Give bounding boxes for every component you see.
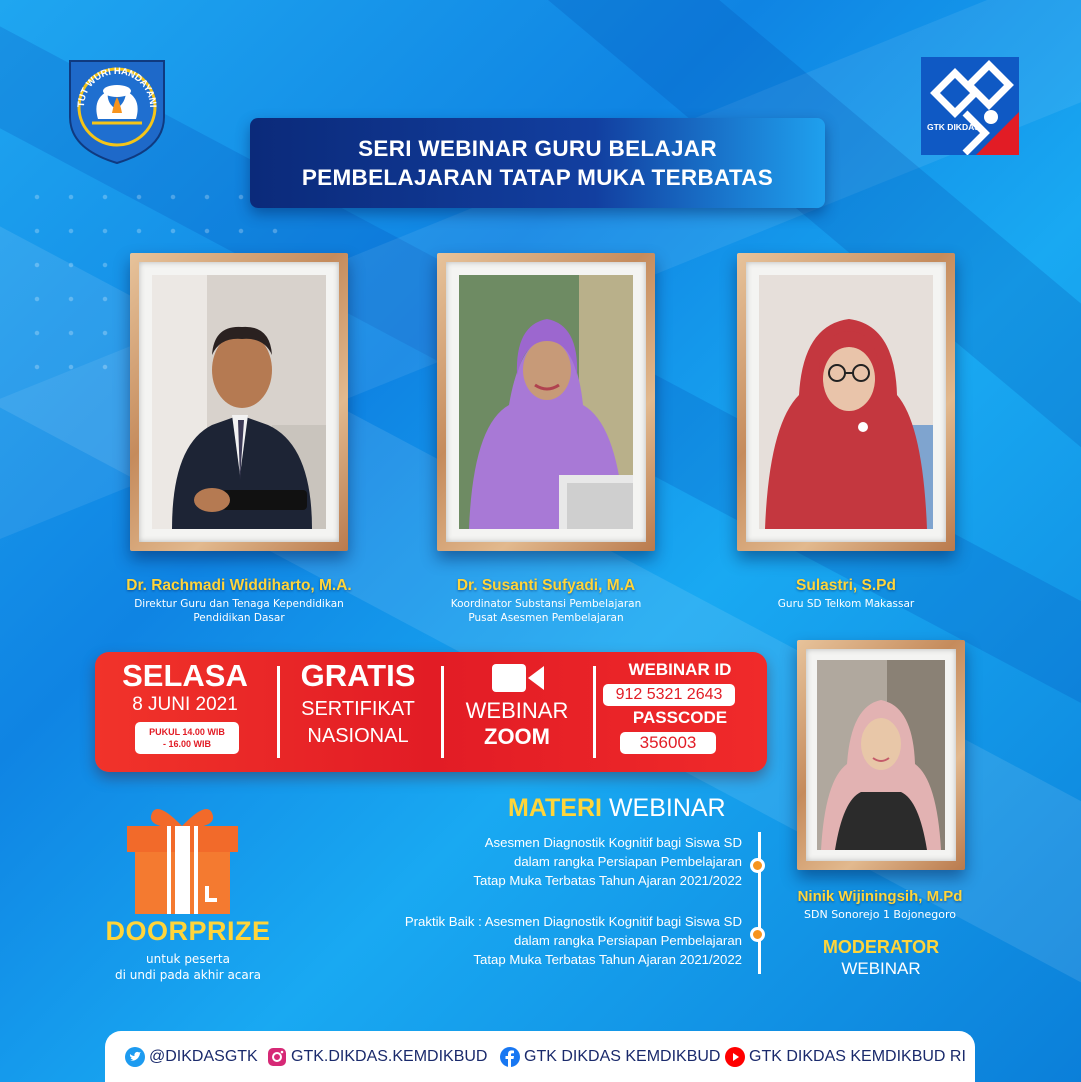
- speaker-photo-2: [459, 275, 633, 529]
- event-time-line-1: PUKUL 14.00 WIB: [149, 727, 225, 737]
- title-line-2: PEMBELAJARAN TATAP MUKA TERBATAS: [301, 165, 774, 190]
- doorprize-subtitle: [96, 951, 280, 983]
- twitter-icon: [125, 1047, 145, 1067]
- materi-title: [508, 794, 726, 823]
- materi-title-word-1: MATERI: [508, 794, 602, 822]
- event-day: SELASA: [122, 658, 248, 693]
- speaker-role-2: [406, 597, 686, 625]
- timeline-dot: [750, 927, 765, 942]
- tut-wuri-handayani-logo: [62, 57, 172, 165]
- instagram-link[interactable]: [267, 1045, 487, 1069]
- materi-item-2: [272, 912, 742, 969]
- speaker-photo-3: [759, 275, 933, 529]
- moderator-photo-frame: [797, 640, 965, 870]
- speaker-role-2-line-2: Pusat Asesmen Pembelajaran: [468, 612, 624, 624]
- webinar-id-label: WEBINAR ID: [628, 660, 732, 679]
- webinar-line-1: WEBINAR: [465, 698, 569, 723]
- doorprize-subtitle-line-2: di undi pada akhir acara: [114, 968, 262, 982]
- event-time-line-2: - 16.00 WIB: [162, 739, 211, 749]
- speaker-role-2-line-1: Koordinator Substansi Pembelajaran: [450, 598, 642, 610]
- speaker-role-1-line-2: Pendidikan Dasar: [193, 612, 285, 624]
- doorprize-subtitle-line-1: untuk peserta: [146, 952, 230, 966]
- facebook-link[interactable]: [500, 1045, 720, 1069]
- materi-item-1-line-2: dalam rangka Persiapan Pembelajaran: [514, 854, 742, 869]
- moderator-role-line-1: MODERATOR: [822, 937, 940, 957]
- divider: [593, 666, 596, 758]
- event-info-banner: [95, 652, 767, 772]
- youtube-icon: [725, 1047, 745, 1067]
- certificate-line-2: NASIONAL: [307, 725, 409, 747]
- certificate-label: [283, 696, 433, 750]
- materi-item-1: [272, 833, 742, 890]
- materi-title-word-2: WEBINAR: [608, 794, 726, 822]
- speaker-name-1: Dr. Rachmadi Widdiharto, M.A.: [126, 577, 352, 594]
- divider: [277, 666, 280, 758]
- divider: [441, 666, 444, 758]
- materi-timeline: [758, 832, 761, 974]
- speaker-name-2: Dr. Susanti Sufyadi, M.A: [456, 577, 636, 594]
- speaker-role-1: [100, 597, 378, 625]
- speaker-photo-frame-3: [737, 253, 955, 551]
- svg-text:TUT WURI HANDAYANI: TUT WURI HANDAYANI: [75, 65, 159, 108]
- social-footer: [105, 1031, 975, 1082]
- doorprize-title: DOORPRIZE: [105, 916, 271, 946]
- timeline-dot: [750, 858, 765, 873]
- instagram-icon: [267, 1047, 287, 1067]
- twitter-link[interactable]: [125, 1045, 258, 1069]
- video-camera-icon: [492, 662, 544, 694]
- moderator-name: Ninik Wijiningsih, M.Pd: [797, 888, 963, 905]
- twitter-handle: @DIKDASGTK: [149, 1048, 258, 1065]
- facebook-icon: [500, 1047, 520, 1067]
- gtk-dikdas-logo: [921, 57, 1019, 155]
- webinar-id-value[interactable]: 912 5321 2643: [603, 684, 735, 706]
- event-time: [135, 722, 239, 754]
- youtube-channel: GTK DIKDAS KEMDIKBUD RI: [749, 1048, 966, 1065]
- gtk-logo-text: GTK DIKDAS: [927, 122, 980, 132]
- materi-item-2-line-2: dalam rangka Persiapan Pembelajaran: [514, 933, 742, 948]
- gratis-label: GRATIS: [300, 658, 416, 693]
- speaker-photo-frame-1: [130, 253, 348, 551]
- passcode-label: PASSCODE: [632, 708, 728, 727]
- materi-item-2-line-1: Praktik Baik : Asesmen Diagnostik Kognitif bagi Siswa SD: [404, 914, 742, 929]
- speaker-photo-1: [152, 275, 326, 529]
- title-line-1: SERI WEBINAR GURU BELAJAR: [358, 136, 717, 161]
- materi-item-1-line-1: Asesmen Diagnostik Kognitif bagi Siswa SD: [484, 835, 742, 850]
- materi-item-1-line-3: Tatap Muka Terbatas Tahun Ajaran 2021/2022: [473, 873, 742, 888]
- moderator-photo: [817, 660, 945, 850]
- moderator-role-line-2: WEBINAR: [841, 959, 921, 978]
- materi-item-2-line-3: Tatap Muka Terbatas Tahun Ajaran 2021/2022: [473, 952, 742, 967]
- certificate-line-1: SERTIFIKAT: [301, 698, 415, 720]
- facebook-handle: GTK DIKDAS KEMDIKBUD: [524, 1048, 721, 1065]
- youtube-link[interactable]: [725, 1045, 966, 1069]
- speaker-name-3: Sulastri, S.Pd: [796, 577, 896, 594]
- moderator-school: SDN Sonorejo 1 Bojonegoro: [804, 908, 956, 921]
- speaker-photo-frame-2: [437, 253, 655, 551]
- webinar-line-2: ZOOM: [484, 724, 550, 749]
- speaker-role-1-line-1: Direktur Guru dan Tenaga Kependidikan: [134, 598, 344, 610]
- title-banner: [250, 118, 825, 208]
- speaker-role-3: Guru SD Telkom Makassar: [777, 598, 915, 610]
- instagram-handle: GTK.DIKDAS.KEMDIKBUD: [291, 1048, 488, 1065]
- gift-box-icon: [125, 796, 240, 916]
- webinar-zoom-label: [447, 698, 587, 750]
- event-date: 8 JUNI 2021: [132, 694, 238, 715]
- passcode-value[interactable]: 356003: [620, 732, 716, 754]
